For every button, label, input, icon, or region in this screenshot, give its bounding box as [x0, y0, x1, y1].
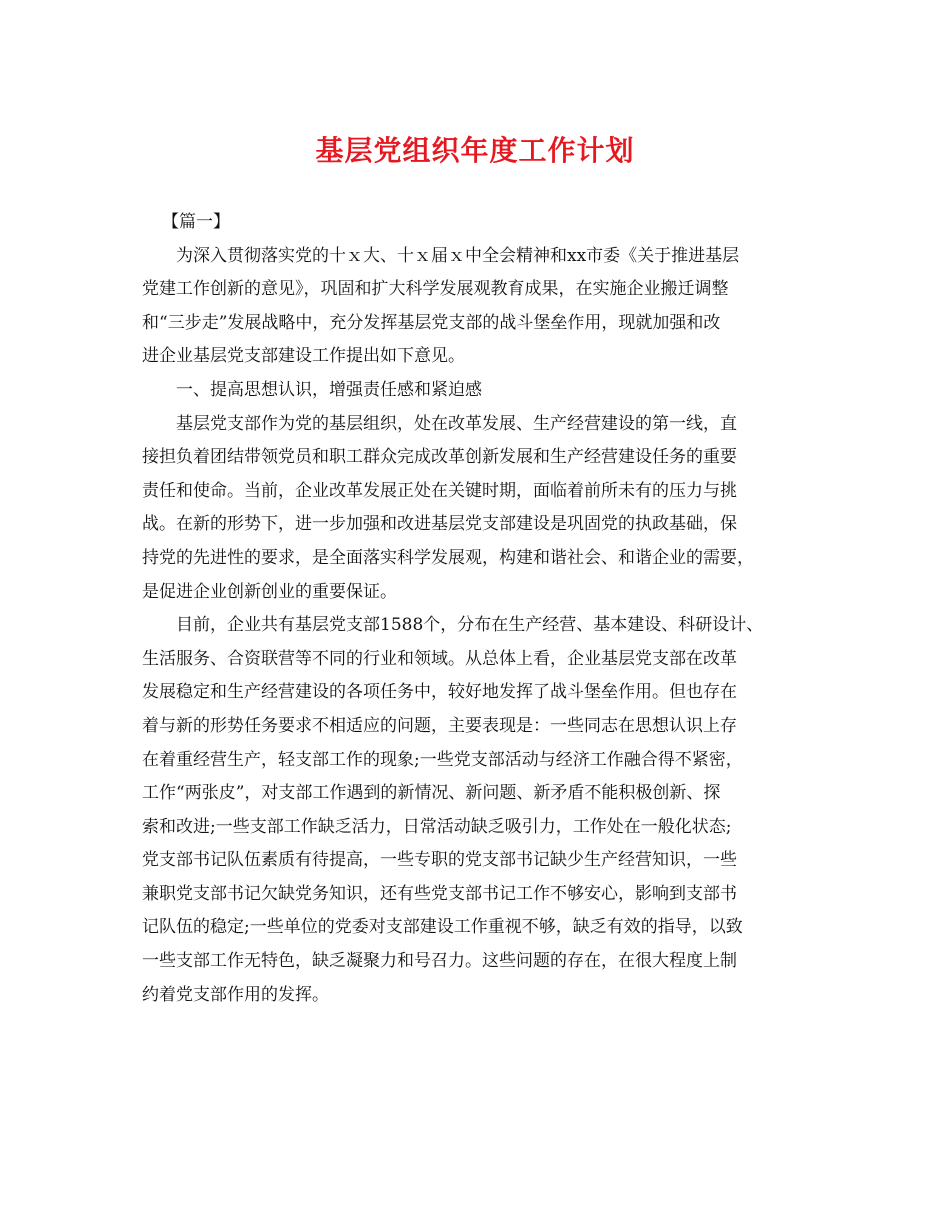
- body-line: 着与新的形势任务要求不相适应的问题，主要表现是：一些同志在思想认识上存: [142, 715, 737, 736]
- body-line: 生活服务、合资联营等不同的行业和领域。从总体上看，企业基层党支部在改革: [142, 648, 737, 669]
- body-line: 兼职党支部书记欠缺党务知识，还有些党支部书记工作不够安心，影响到支部书: [142, 883, 737, 904]
- body-line: 约着党支部作用的发挥。: [142, 984, 329, 1005]
- body-line: 目前，企业共有基层党支部1588个，分布在生产经营、基本建设、科研设计、: [176, 615, 764, 636]
- body-line: 持党的先进性的要求，是全面落实科学发展观，构建和谐社会、和谐企业的需要，: [142, 547, 754, 568]
- body-line: 记队伍的稳定;一些单位的党委对支部建设工作重视不够，缺乏有效的指导，以致: [142, 917, 743, 938]
- document-title: 基层党组织年度工作计划: [315, 134, 635, 167]
- body-line: 接担负着团结带领党员和职工群众完成改革创新发展和生产经营建设任务的重要: [142, 447, 737, 468]
- body-line: 是促进企业创新创业的重要保证。: [142, 581, 397, 602]
- section-label: 【篇一】: [162, 212, 230, 232]
- body-line: 责任和使命。当前，企业改革发展正处在关键时期，面临着前所未有的压力与挑: [142, 480, 737, 501]
- document-body: [142, 206, 822, 1012]
- body-line: 发展稳定和生产经营建设的各项任务中，较好地发挥了战斗堡垒作用。但也存在: [142, 682, 737, 703]
- body-line: 一些支部工作无特色，缺乏凝聚力和号召力。这些问题的存在，在很大程度上制: [142, 951, 737, 972]
- body-line: 索和改进;一些支部工作缺乏活力，日常活动缺乏吸引力，工作处在一般化状态;: [142, 816, 732, 837]
- body-line: 在着重经营生产，轻支部工作的现象;一些党支部活动与经济工作融合得不紧密，: [142, 749, 743, 770]
- body-line: 基层党支部作为党的基层组织，处在改革发展、生产经营建设的第一线，直: [176, 413, 737, 434]
- section-heading: 一、提高思想认识，增强责任感和紧迫感: [176, 379, 482, 400]
- body-line: 党支部书记队伍素质有待提高，一些专职的党支部书记缺少生产经营知识，一些: [142, 850, 737, 871]
- body-line: 党建工作创新的意见》，巩固和扩大科学发展观教育成果，在实施企业搬迁调整: [142, 279, 729, 300]
- body-line: 和“三步走”发展战略中，充分发挥基层党支部的战斗堡垒作用，现就加强和改: [142, 312, 721, 333]
- body-line: 工作“两张皮”，对支部工作遇到的新情况、新问题、新矛盾不能积极创新、探: [142, 783, 721, 804]
- body-line: 进企业基层党支部建设工作提出如下意见。: [142, 346, 465, 367]
- body-line: 战。在新的形势下，进一步加强和改进基层党支部建设是巩固党的执政基础，保: [142, 514, 737, 535]
- body-line: 为深入贯彻落实党的十ｘ大、十ｘ届ｘ中全会精神和xx市委《关于推进基层: [176, 245, 740, 266]
